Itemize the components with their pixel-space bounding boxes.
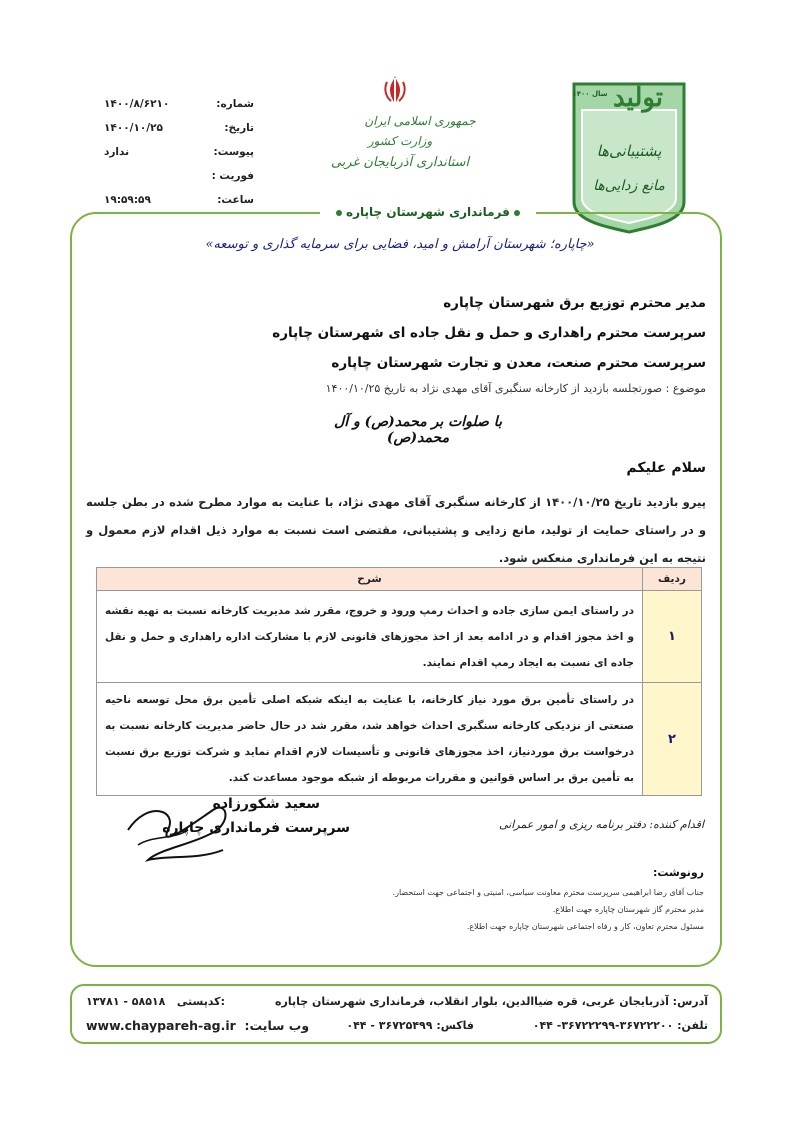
province-text: استانداری آذربایجان غربی [330,155,470,170]
postcode-value: ۱۳۷۸۱ - ۵۸۵۱۸ [86,995,166,1008]
bullet-icon [514,210,520,216]
ministry-header [300,112,500,174]
column-header-description: شرح [97,568,643,591]
badge-mid-text: پشتیبانی‌ها [596,142,662,160]
year-slogan-badge [566,74,692,234]
addressee-list [186,288,706,378]
addressee-item: مدیر محترم توزیع برق شهرستان چاپاره [443,295,706,311]
phone-text: تلفن: ۳۶۷۲۲۲۰۰-۳۶۷۲۲۲۹۹- ۰۴۴ [532,1019,708,1032]
action-by: اقدام کننده: دفتر برنامه ریزی و امور عمرانی [498,818,704,831]
time-value: ۱۹:۵۹:۵۹ [104,194,151,206]
cc-list [104,862,704,935]
postcode-label: کدپستی: [176,995,225,1008]
time-label: ساعت: [217,194,254,206]
signature-block [150,792,350,840]
row-number: ۲ [643,683,702,796]
urgency-label: فوریت : [211,170,254,182]
cc-item: جناب آقای رضا ابراهیمی سرپرست محترم معاونت سیاسی، امنیتی و اجتماعی جهت استحضار. [392,888,704,897]
republic-text: جمهوری اسلامی ایران [364,114,476,128]
signer-title: سرپرست فرمانداری چاپاره [162,820,350,836]
fax-text: فاکس: ۳۶۷۲۵۴۹۹ - ۰۴۴ [346,1019,474,1032]
office-text: فرمانداری شهرستان چاپاره [346,205,510,219]
website-link[interactable]: www.chaypareh-ag.ir [86,1018,236,1033]
addressee-item: سرپرست محترم صنعت، معدن و تجارت شهرستان چاپاره [331,355,706,371]
city-slogan: «چاپاره؛ شهرستان آرامش و امید، فضایی برای سرمایه گذاری و توسعه» [205,237,595,252]
number-value: ۱۴۰۰/۸/۶۲۱۰ [104,98,170,110]
cc-item: مسئول محترم تعاون، کار و رفاه اجتماعی شهرستان چاپاره جهت اطلاع. [466,922,704,931]
row-number: ۱ [643,591,702,683]
date-label: تاریخ: [224,122,254,134]
number-label: شماره: [216,98,254,110]
row-description: در راستای تأمین برق مورد نیاز کارخانه، با عنایت به اینکه شبکه اصلی تأمین برق محل توسعه ناحیه صنعتی از نزدیکی کارخانه سنگبری احداث خواهد شد، مقرر شد در حال حاضر مدیریت کارخانه نسبت به درخواست برق موردنیاز، اخذ مجوزهای قانونی و تأسیسات لازم اقدام نماید و شرکت توزیع برق نسبت به تأمین برق بر اساس قوانین و مقررات مربوطه از شبکه موجود مساعدت کند. [97,683,643,796]
salawat-text: با صلوات بر محمد(ص) و آل محمد(ص) [334,414,502,446]
attachment-label: پیوست: [213,146,254,158]
postcode [86,995,225,1008]
badge-year-text: سال ۱۴۰۰ [572,90,608,98]
bullet-icon [336,210,342,216]
letter-meta [104,92,254,212]
address-text: آدرس: آذربایجان غربی، قره ضیاالدین، بلوار انقلاب، فرمانداری شهرستان چاپاره [275,995,708,1008]
signer-name: سعید شکورزاده [212,796,320,812]
table-row [97,591,702,683]
ministry-text: وزارت کشور [367,134,433,148]
greeting: سلام علیکم [626,460,706,476]
contact-footer [70,984,722,1044]
attachment-value: ندارد [104,146,130,158]
date-value: ۱۴۰۰/۱۰/۲۵ [104,122,163,134]
table-row [97,683,702,796]
row-description: در راستای ایمن سازی جاده و احداث رمپ ورود و خروج، مقرر شد مدیریت کارخانه نسبت به تهیه نقشه و اخذ مجوز اقدام و در ادامه بعد از اخذ مجوزهای قانونی لازم با مشارکت اداره راهداری و حمل و نقل جاده ای نسبت به ایجاد رمپ اقدام نمایند. [97,591,643,683]
iran-emblem-icon [382,74,408,108]
website-label: وب سایت: [244,1018,310,1033]
subject-line: موضوع : صورتجلسه بازدید از کارخانه سنگبری آقای مهدی نژاد به تاریخ ۱۴۰۰/۱۰/۲۵ [325,382,706,395]
actions-table [96,567,702,796]
website [86,1018,309,1033]
office-title [320,205,536,219]
badge-bottom-text: مانع زدایی‌ها [593,178,665,194]
badge-top-text: تولید [612,83,664,113]
cc-heading: رونوشت: [652,866,704,879]
body-paragraph: پیرو بازدید تاریخ ۱۴۰۰/۱۰/۲۵ از کارخانه سنگبری آقای مهدی نژاد، با عنایت به موارد مطرح شده در بطن جلسه و در راستای حمایت از تولید، مانع زدایی و پشتیبانی، مقتضی است نسبت به موارد ذیل اقدام لازم معمول و نتیجه به این فرمانداری منعکس شود. [86,495,706,565]
cc-item: مدیر محترم گاز شهرستان چاپاره جهت اطلاع. [552,905,704,914]
table-header-row [97,568,702,591]
addressee-item: سرپرست محترم راهداری و حمل و نقل جاده ای شهرستان چاپاره [272,325,706,341]
column-header-row-number: ردیف [643,568,702,591]
